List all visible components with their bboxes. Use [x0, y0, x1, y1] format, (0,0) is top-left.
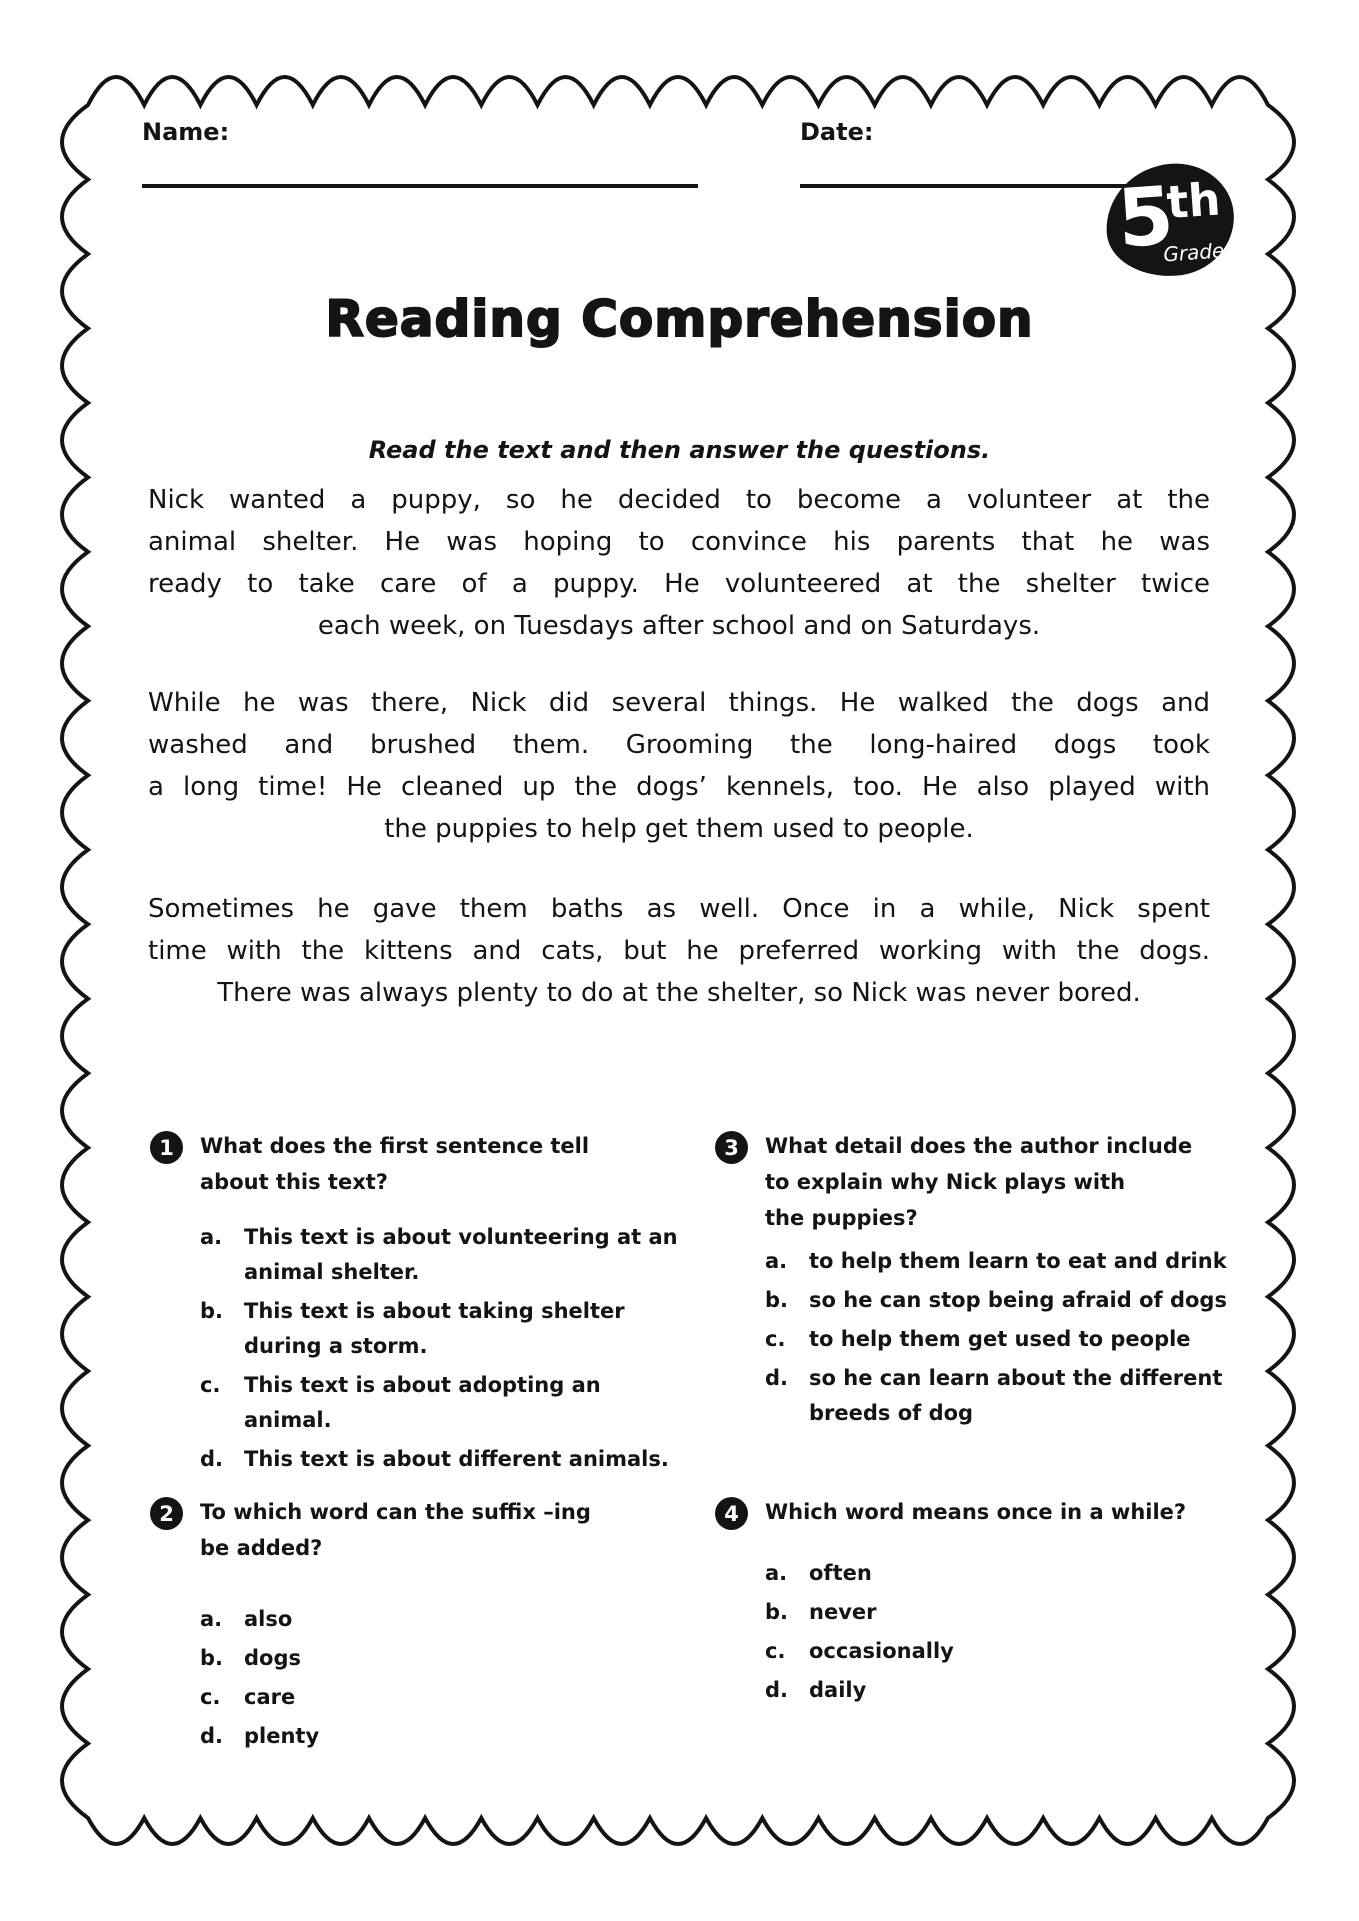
option-text-line: This text is about adopting an animal.: [244, 1373, 601, 1432]
option-text: [809, 1673, 866, 1708]
option-letter: a.: [765, 1561, 788, 1585]
question-text-line: be added?: [200, 1536, 323, 1560]
options-list: [200, 1220, 695, 1477]
grade-label: Grade: [1162, 238, 1226, 267]
option-letter: d.: [200, 1724, 224, 1748]
option-letter: a.: [200, 1225, 223, 1249]
instruction-text: Read the text and then answer the questions.: [368, 436, 991, 464]
answer-option[interactable]: [765, 1244, 1260, 1279]
option-letter: d.: [765, 1678, 789, 1702]
page-title: Reading Comprehension: [325, 290, 1034, 348]
name-input-line[interactable]: [142, 184, 698, 188]
option-text: [244, 1602, 292, 1637]
question-header: [150, 1494, 695, 1566]
option-letter: d.: [765, 1366, 789, 1390]
question-header: [715, 1128, 1260, 1236]
option-letter: c.: [765, 1327, 786, 1351]
answer-option[interactable]: [200, 1719, 695, 1754]
grade-number: 5: [1114, 168, 1177, 266]
question-text-line: Which word means once in a while?: [765, 1500, 1187, 1524]
passage-line: There was always plenty to do at the shelter, so Nick was never bored.: [217, 978, 1141, 1008]
option-text-line: to help them learn to eat and drink: [809, 1249, 1227, 1273]
question-text: [765, 1494, 1186, 1530]
option-text: [244, 1442, 669, 1477]
answer-option[interactable]: [200, 1602, 695, 1637]
question-text: [200, 1128, 589, 1200]
option-text-line: plenty: [244, 1724, 320, 1748]
question-text-line: What detail does the author include: [765, 1134, 1193, 1158]
passage-paragraph: [148, 888, 1210, 1014]
options-list: [200, 1602, 695, 1754]
answer-option[interactable]: [765, 1361, 1260, 1431]
question-number-badge: 3: [715, 1131, 748, 1164]
question-header: [715, 1494, 1260, 1530]
answer-option[interactable]: [200, 1294, 695, 1364]
option-text: [809, 1361, 1222, 1431]
passage-line: Sometimes he gave them baths as well. Once in a while, Nick spent: [148, 894, 1210, 924]
answer-option[interactable]: [765, 1673, 1260, 1708]
option-text-line: so he can stop being afraid of dogs: [809, 1288, 1227, 1312]
option-text-line: breeds of dog: [809, 1401, 974, 1425]
option-letter: b.: [765, 1600, 789, 1624]
option-text-line: to help them get used to people: [809, 1327, 1191, 1351]
options-list: [765, 1244, 1260, 1431]
option-letter: a.: [765, 1249, 788, 1273]
options-list: [765, 1556, 1260, 1708]
option-text-line: never: [809, 1600, 877, 1624]
question-number-badge: 1: [150, 1131, 183, 1164]
question-text: [765, 1128, 1192, 1236]
question-number-badge: 4: [715, 1497, 748, 1530]
passage-line: the puppies to help get them used to people.: [384, 814, 974, 844]
question-text-line: the puppies?: [765, 1206, 918, 1230]
passage-line: washed and brushed them. Grooming the long-haired dogs took: [148, 730, 1210, 760]
answer-option[interactable]: [200, 1368, 695, 1438]
option-letter: c.: [765, 1639, 786, 1663]
answer-option[interactable]: [200, 1680, 695, 1715]
passage-line: a long time! He cleaned up the dogs’ kennels, too. He also played with: [148, 772, 1210, 802]
option-text-line: care: [244, 1685, 296, 1709]
question-4: [715, 1494, 1260, 1712]
option-letter: d.: [200, 1447, 224, 1471]
answer-option[interactable]: [765, 1634, 1260, 1669]
answer-option[interactable]: [200, 1442, 695, 1477]
option-letter: b.: [200, 1646, 224, 1670]
passage-line: each week, on Tuesdays after school and on Saturdays.: [317, 611, 1041, 641]
option-text-line: animal shelter.: [244, 1260, 420, 1284]
passage-line: Nick wanted a puppy, so he decided to become a volunteer at the: [148, 485, 1210, 515]
option-text: [809, 1556, 872, 1591]
option-letter: b.: [765, 1288, 789, 1312]
option-text-line: occasionally: [809, 1639, 954, 1663]
option-text-line: This text is about volunteering at an: [244, 1225, 678, 1249]
option-text: [809, 1244, 1227, 1279]
question-text-line: about this text?: [200, 1170, 388, 1194]
option-text-line: This text is about taking shelter: [244, 1299, 625, 1323]
option-text: [244, 1641, 301, 1676]
option-text-line: also: [244, 1607, 293, 1631]
option-text-line: during a storm.: [244, 1334, 428, 1358]
passage-line: While he was there, Nick did several things. He walked the dogs and: [148, 688, 1210, 718]
date-label: Date:: [800, 118, 874, 146]
question-text-line: To which word can the suffix –ing: [200, 1500, 591, 1524]
option-letter: b.: [200, 1299, 224, 1323]
question-text: [200, 1494, 591, 1566]
option-text: [809, 1283, 1227, 1318]
option-text: [244, 1220, 678, 1290]
grade-suffix: th: [1164, 172, 1223, 230]
passage-line: animal shelter. He was hoping to convince his parents that he was: [148, 527, 1210, 557]
question-3: [715, 1128, 1260, 1435]
answer-option[interactable]: [765, 1322, 1260, 1357]
option-text: [244, 1368, 695, 1438]
grade-badge: [1102, 160, 1238, 281]
passage-line: ready to take care of a puppy. He volunteered at the shelter twice: [148, 569, 1210, 599]
option-text: [809, 1634, 954, 1669]
question-1: [150, 1128, 695, 1481]
passage-paragraph: [148, 479, 1210, 647]
option-letter: c.: [200, 1373, 221, 1397]
option-text: [809, 1322, 1191, 1357]
name-label: Name:: [142, 118, 230, 146]
question-text-line: What does the first sentence tell: [200, 1134, 590, 1158]
question-2: [150, 1494, 695, 1758]
option-text-line: often: [809, 1561, 872, 1585]
answer-option[interactable]: [200, 1641, 695, 1676]
answer-option[interactable]: [765, 1283, 1260, 1318]
option-text-line: dogs: [244, 1646, 301, 1670]
option-text-line: This text is about different animals.: [244, 1447, 669, 1471]
option-text-line: so he can learn about the different: [809, 1366, 1223, 1390]
question-header: [150, 1128, 695, 1200]
option-letter: a.: [200, 1607, 223, 1631]
option-text: [809, 1595, 876, 1630]
option-text: [244, 1294, 625, 1364]
answer-option[interactable]: [765, 1595, 1260, 1630]
date-input-line[interactable]: [800, 184, 1126, 188]
answer-option[interactable]: [200, 1220, 695, 1290]
question-text-line: to explain why Nick plays with: [765, 1170, 1126, 1194]
option-text: [244, 1680, 295, 1715]
answer-option[interactable]: [765, 1556, 1260, 1591]
passage-paragraph: [148, 682, 1210, 850]
passage-line: time with the kittens and cats, but he preferred working with the dogs.: [148, 936, 1210, 966]
question-number-badge: 2: [150, 1497, 183, 1530]
option-text-line: daily: [809, 1678, 867, 1702]
option-letter: c.: [200, 1685, 221, 1709]
option-text: [244, 1719, 319, 1754]
